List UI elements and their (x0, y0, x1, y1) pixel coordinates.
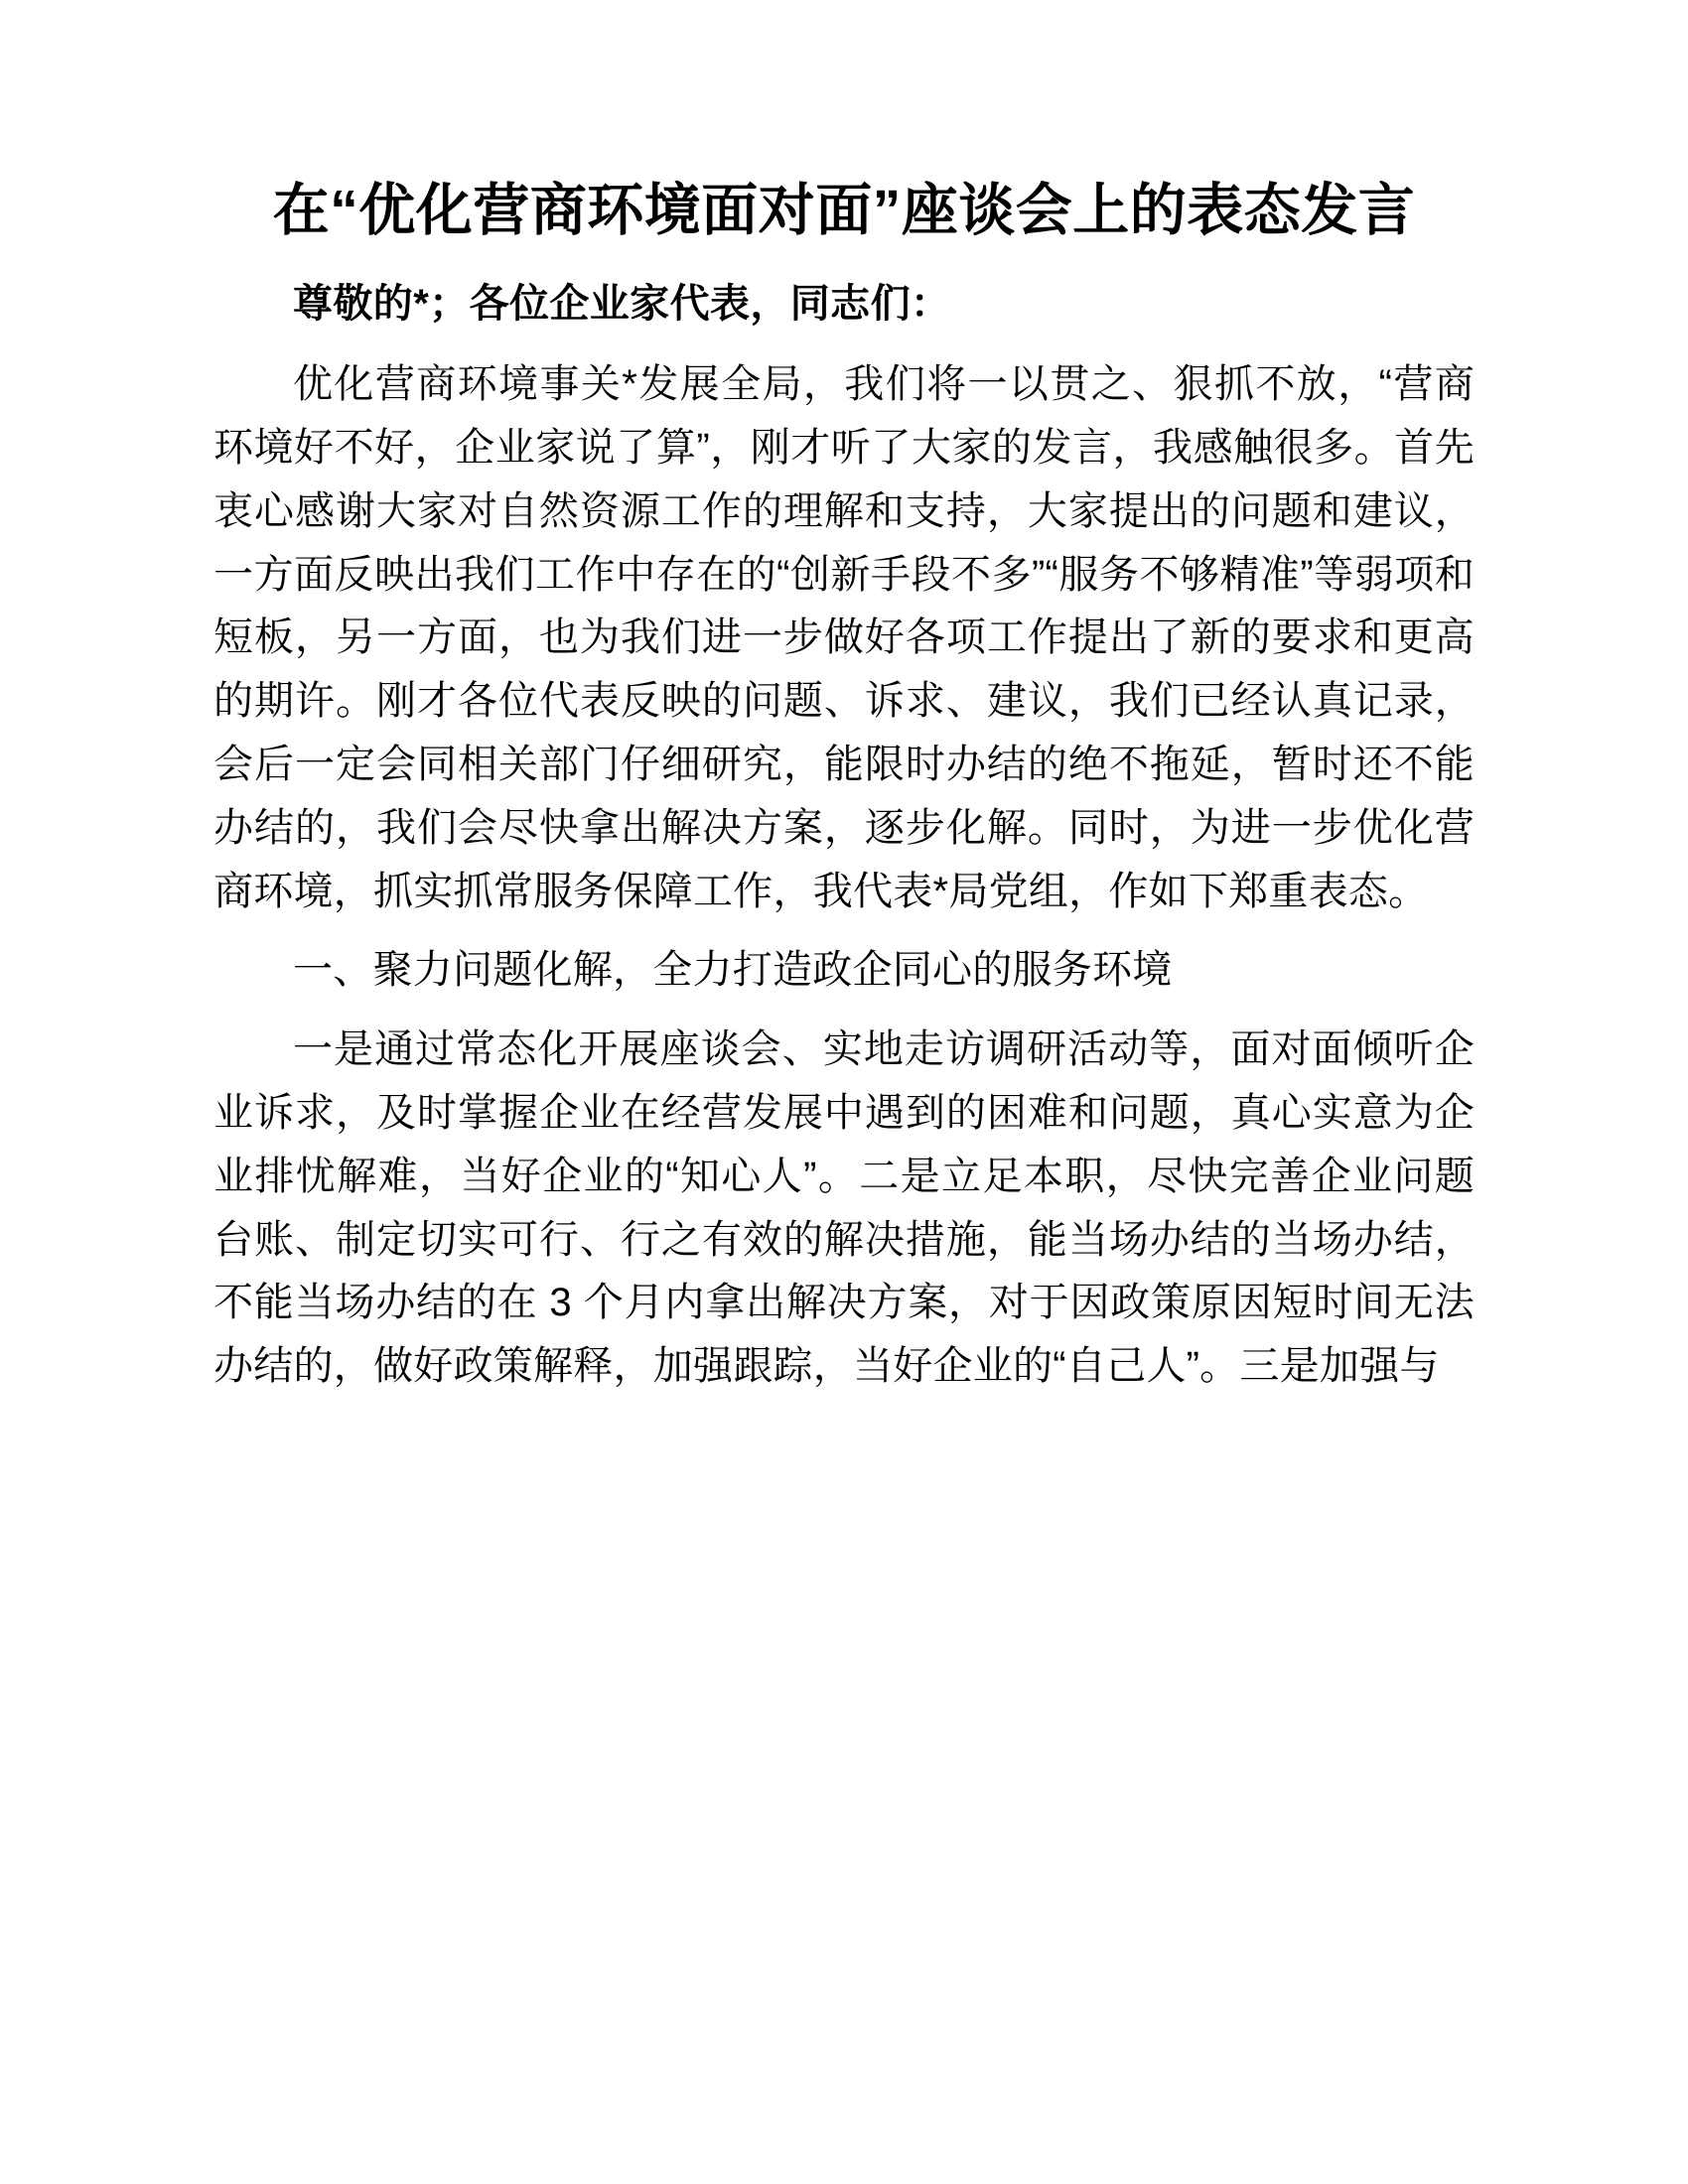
paragraph-section-one-measures: 一是通过常态化开展座谈会、实地走访调研活动等，面对面倾听企业诉求，及时掌握企业在经营发展中遇到的困难和问题，真心实意为企业排忧解难，当好企业的“知心人”。二是立足本职，尽快完善企业问题台账、制定切实可行、行之有效的解决措施，能当场办结的当场办结，不能当场办结的在 3 个月内拿出解决方案，对于因政策原因短时间无法办结的，做好政策解释，加强跟踪，当好企业的“自己人”。三是加强与 (213, 1027, 1475, 1389)
section-heading-one: 一、聚力问题化解，全力打造政企同心的服务环境 (293, 948, 1173, 993)
paragraph-opening-statement: 优化营商环境事关*发展全局，我们将一以贯之、狠抓不放，“营商环境好不好，企业家说了算”，刚才听了大家的发言，我感触很多。首先衷心感谢大家对自然资源工作的理解和支持，大家提出的问题和建议，一方面反映出我们工作中存在的“创新手段不多”“服务不够精准”等弱项和短板，另一方面，也为我们进一步做好各项工作提出了新的要求和更高的期许。刚才各位代表反映的问题、诉求、建议，我们已经认真记录，会后一定会同相关部门仔细研究，能限时办结的绝不拖延，暂时还不能办结的，我们会尽快拿出解决方案，逐步化解。同时，为进一步优化营商环境，抓实抓常服务保障工作，我代表*局党组，作如下郑重表态。 (213, 362, 1475, 913)
salutation-line: 尊敬的*；各位企业家代表，同志们： (293, 282, 951, 327)
document-title: 在“优化营商环境面对面”座谈会上的表态发言 (272, 179, 1416, 242)
